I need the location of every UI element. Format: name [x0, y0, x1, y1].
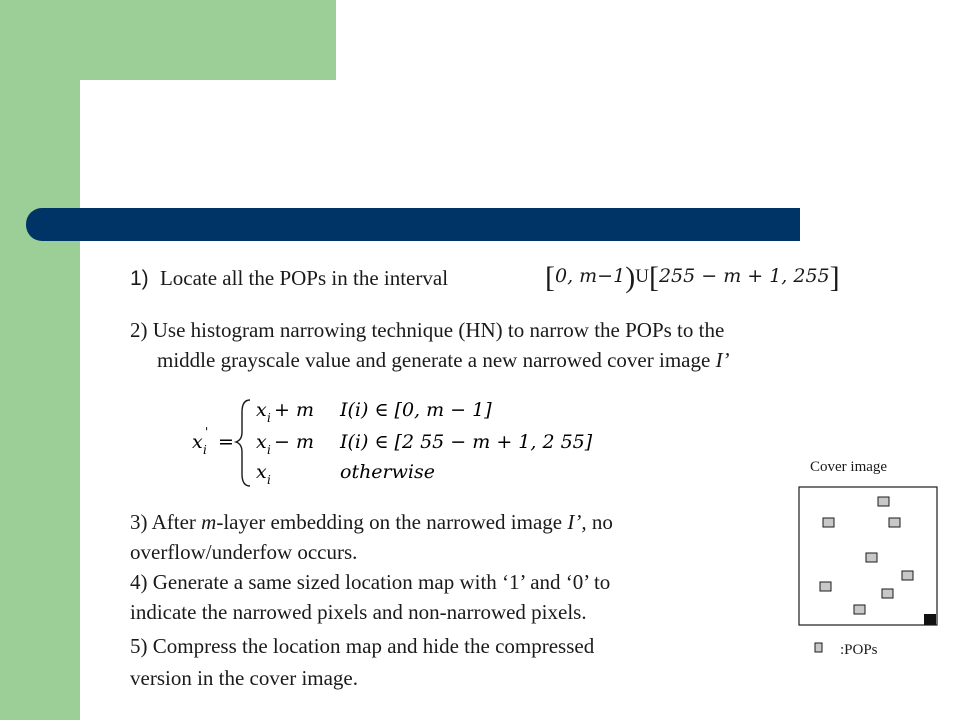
row-2-cond: I(i) ∈ [2 55 − m + 1, 2 55] — [340, 431, 593, 453]
row-3-sub: i — [267, 473, 271, 487]
interval-formula: [0, m−1)U[255 − m + 1, 255] — [545, 261, 840, 294]
pop-legend-swatch — [814, 641, 826, 653]
row-2-op: − m — [274, 431, 314, 453]
narrowed-image-symbol: I’ — [715, 348, 730, 372]
step-2-line-2-text: middle grayscale value and generate a new narrowed cover image — [157, 348, 716, 372]
cover-image-caption: Cover image — [810, 459, 888, 475]
top-green-band — [0, 0, 336, 80]
step-4-line-2: indicate the narrowed pixels and non-narrowed pixels. — [130, 600, 587, 624]
pop-pixel — [878, 497, 889, 506]
pop-legend-label: :POPs — [840, 642, 878, 658]
pop-pixel — [902, 571, 913, 580]
row-3-cond: otherwise — [340, 461, 435, 483]
step-5-line-2: version in the cover image. — [130, 666, 359, 690]
pop-pixel — [820, 582, 831, 591]
equation-lhs-sub: i — [203, 443, 207, 457]
row-2-expr: x — [256, 431, 267, 453]
union-symbol: U — [635, 266, 649, 287]
pop-pixel — [854, 605, 865, 614]
step-1 — [130, 264, 448, 293]
step-3-line-1 — [130, 508, 613, 536]
step-3-text-b: -layer embedding on the narrowed image — [216, 510, 568, 534]
pop-pixel — [889, 518, 900, 527]
pop-pixel — [823, 518, 834, 527]
step-3-image-symbol: I’, — [567, 510, 587, 534]
pop-pixel — [882, 589, 893, 598]
step-3-line-2: overflow/underfow occurs. — [130, 540, 358, 564]
svg-text:=: = — [218, 431, 234, 453]
step-3-text-c: no — [586, 510, 613, 534]
left-green-band — [0, 0, 80, 720]
step-2-line-2 — [157, 346, 730, 374]
pop-pixel — [866, 553, 877, 562]
left-brace — [236, 400, 250, 486]
title-bar — [26, 208, 800, 241]
step-1-text: Locate all the POPs in the interval — [159, 266, 449, 290]
row-1-op: + m — [274, 399, 314, 421]
row-1-expr: x — [256, 399, 267, 421]
step-4-line-1: 4) Generate a same sized location map with ‘1’ and ‘0’ to — [130, 570, 611, 594]
corner-marker — [924, 614, 936, 625]
interval-part-1: 0, m−1 — [555, 265, 626, 287]
step-3-m: m — [201, 510, 217, 534]
svg-text:': ' — [205, 425, 209, 439]
interval-part-2: 255 − m + 1, 255 — [658, 265, 830, 287]
step-2-line-1: 2) Use histogram narrowing technique (HN) to narrow the POPs to the — [130, 318, 725, 342]
equation-lhs: x — [192, 431, 203, 453]
row-2-sub: i — [267, 443, 271, 457]
row-1-sub: i — [267, 411, 271, 425]
row-1-cond: I(i) ∈ [0, m − 1] — [340, 399, 492, 421]
step-5-line-1: 5) Compress the location map and hide the compressed — [130, 634, 595, 658]
row-3-expr: x — [256, 461, 267, 483]
step-1-number: 1) — [130, 267, 149, 290]
content-corner — [80, 80, 190, 190]
equation — [190, 392, 610, 492]
step-3-text-a: 3) After — [130, 510, 202, 534]
cover-image-figure — [798, 486, 940, 628]
